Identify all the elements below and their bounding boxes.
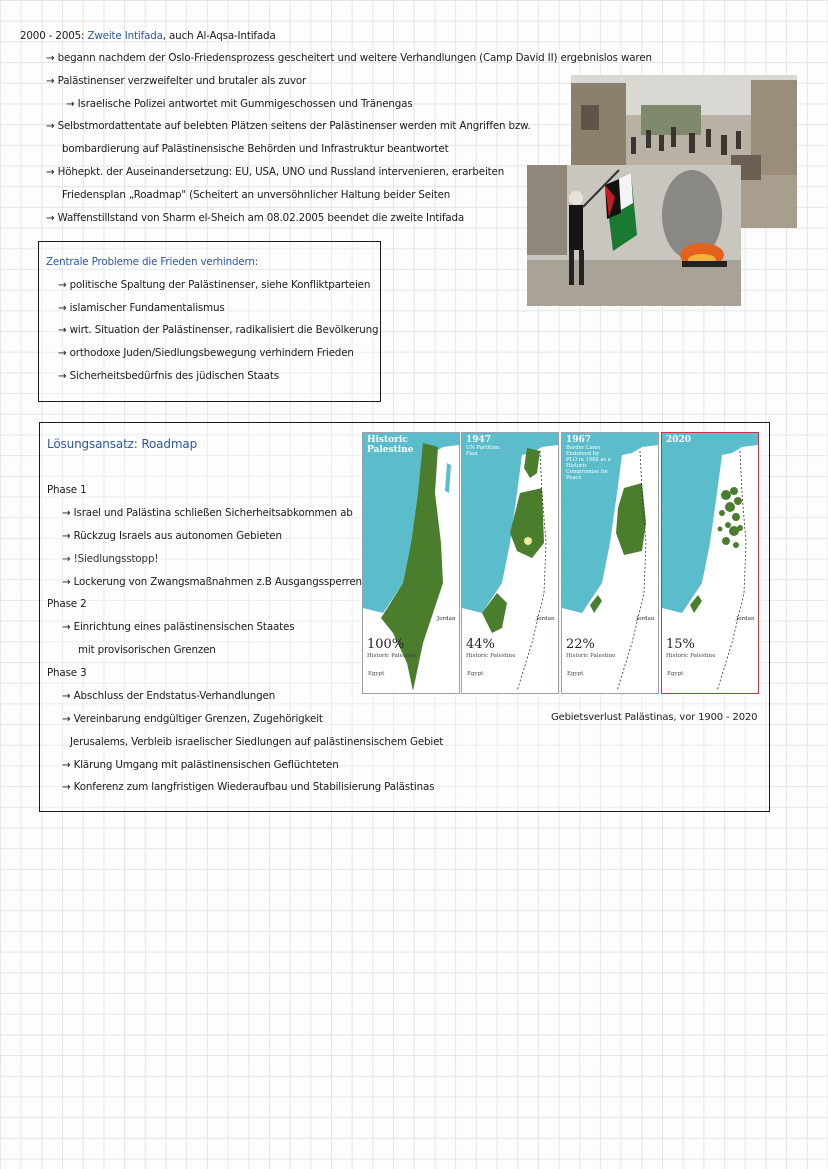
map-caption: Gebietsverlust Palästinas, vor 1900 - 2020 (551, 712, 758, 723)
map-egypt-label: Egypt (667, 671, 684, 677)
intifada-subtitle: , auch Al-Aqsa-Intifada (162, 30, 276, 42)
map-historic-label: Historic Palestine (466, 653, 516, 659)
problem-item: → politische Spaltung der Palästinenser, siehe Konfliktparteien (58, 279, 371, 291)
map-historic-label: Historic Palestine (367, 653, 417, 659)
map-title: 1967 (566, 435, 592, 445)
map-historic-label: Historic Palestine (666, 653, 716, 659)
map-percent: 15% (666, 637, 695, 652)
map-title: 2020 (666, 435, 692, 445)
phase-item: → Konferenz zum langfristigen Wiederaufbau und Stabilisierung Palästinas (62, 781, 435, 793)
map-egypt-label: Egypt (467, 671, 484, 677)
intifada-point: → Waffenstillstand von Sharm el-Sheich am 08.02.2005 beendet die zweite Intifada (46, 212, 465, 224)
map-historic-label: Historic Palestine (566, 653, 616, 659)
phase-item: → Lockerung von Zwangsmaßnahmen z.B Ausgangssperren (62, 576, 362, 588)
map-jordan-label: Jordan (736, 616, 755, 622)
intifada-point: Friedensplan „Roadmap" (Scheitert an unversöhnlicher Haltung beider Seiten (62, 189, 451, 201)
problem-item: → orthodoxe Juden/Siedlungsbewegung verhindern Frieden (58, 347, 354, 359)
phase-1-label: Phase 1 (47, 484, 87, 496)
phase-item: → Klärung Umgang mit palästinensischen Geflüchteten (62, 759, 339, 771)
phase-3-label: Phase 3 (47, 667, 87, 679)
phase-item: mit provisorischen Grenzen (78, 644, 216, 656)
intifada-heading (20, 30, 276, 42)
map-title: 1947 (466, 435, 492, 445)
map-subtitle: UN Partition Plan (466, 445, 500, 457)
roadmap-title: Lösungsansatz: Roadmap (47, 437, 198, 451)
phase-item: Jerusalems, Verbleib israelischer Siedlungen auf palästinensischem Gebiet (70, 736, 444, 748)
flag-protester-photo (527, 165, 741, 306)
intifada-point: → Israelische Polizei antwortet mit Gummigeschossen und Tränengas (66, 98, 413, 110)
map-percent: 44% (466, 637, 495, 652)
phase-item: → Rückzug Israels aus autonomen Gebieten (62, 530, 282, 542)
map-subtitle: Border Lines Endorsed by PLO in 1988 as a Historic Compromise for Peace (566, 445, 611, 481)
map-jordan-label: Jordan (536, 616, 555, 622)
phase-item: → Abschluss der Endstatus-Verhandlungen (62, 690, 276, 702)
intifada-point: → Selbstmordattentate auf belebten Plätzen seitens der Palästinenser werden mit Angriffen bzw. (46, 120, 531, 132)
map-2020 (661, 432, 759, 694)
map-historic-palestine (362, 432, 460, 694)
map-percent: 22% (566, 637, 595, 652)
intifada-title: Zweite Intifada (87, 30, 163, 42)
map-jordan-label: Jordan (437, 616, 456, 622)
map-1967-borders (561, 432, 659, 694)
map-percent: 100% (367, 637, 405, 652)
phase-item: → !Siedlungsstopp! (62, 553, 159, 565)
intifada-point: → Höhepkt. der Auseinandersetzung: EU, USA, UNO und Russland intervenieren, erarbeiten (46, 166, 505, 178)
intifada-point: → Palästinenser verzweifelter und brutaler als zuvor (46, 75, 307, 87)
intifada-point: bombardierung auf Palästinensische Behörden und Infrastruktur beantwortet (62, 143, 449, 155)
problem-item: → Sicherheitsbedürfnis des jüdischen Staats (58, 370, 279, 382)
problem-item: → islamischer Fundamentalismus (58, 302, 225, 314)
map-title: Historic Palestine (367, 435, 414, 455)
intifada-years: 2000 - 2005: (20, 30, 85, 42)
map-1947-partition (461, 432, 559, 694)
map-egypt-label: Egypt (368, 671, 385, 677)
intifada-point: → begann nachdem der Oslo-Friedensprozess gescheitert und weitere Verhandlungen (Camp David II) ergebnislos waren (46, 52, 652, 64)
map-egypt-label: Egypt (567, 671, 584, 677)
phase-item: → Vereinbarung endgültiger Grenzen, Zugehörigkeit (62, 713, 323, 725)
problem-item: → wirt. Situation der Palästinenser, radikalisiert die Bevölkerung (58, 324, 379, 336)
problems-title: Zentrale Probleme die Frieden verhindern: (46, 256, 259, 268)
map-jordan-label: Jordan (636, 616, 655, 622)
phase-2-label: Phase 2 (47, 598, 87, 610)
phase-item: → Einrichtung eines palästinensischen Staates (62, 621, 295, 633)
phase-item: → Israel und Palästina schließen Sicherheitsabkommen ab (62, 507, 353, 519)
